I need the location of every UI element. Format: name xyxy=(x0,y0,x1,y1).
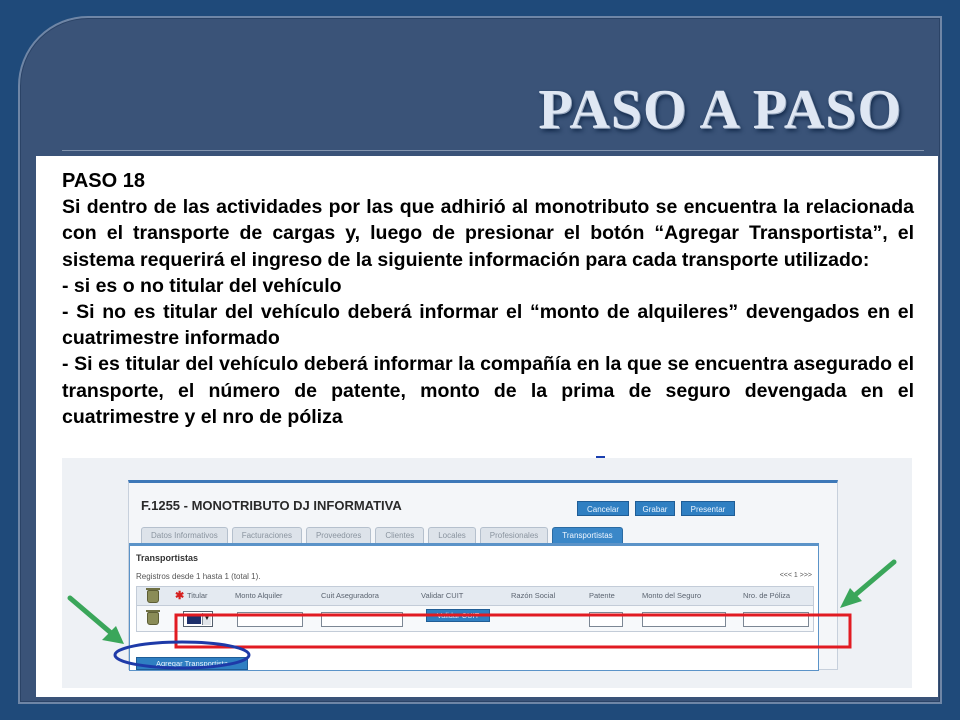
step-paragraph: Si dentro de las actividades por las que adhirió al monotributo se encuentra la relacionada con el transporte de cargas y, luego de presionar el botón “Agregar Transportista”, el sistema requerirá el ingreso de la siguiente información para cada transporte utilizado: xyxy=(62,196,914,271)
validar-cuit-button[interactable]: Validar CUIT xyxy=(426,609,490,622)
monto-alquiler-input[interactable] xyxy=(237,612,303,627)
step-text-block xyxy=(62,168,914,430)
table-row xyxy=(136,606,814,632)
title-divider xyxy=(62,150,924,151)
dropdown-arrow-icon[interactable]: ▼ xyxy=(202,613,211,625)
column-header: Nro. de Póliza xyxy=(743,591,791,600)
step-paragraph: - Si es titular del vehículo deberá informar la compañía en la que se encuentra asegurado el transporte, el número de patente, monto de la prima de seguro devengada en el cuatrimestre y el nro de póliza xyxy=(62,353,914,428)
form-title: F.1255 - MONOTRIBUTO DJ INFORMATIVA xyxy=(141,498,402,513)
form-screenshot xyxy=(62,458,912,688)
column-header: Monto del Seguro xyxy=(642,591,702,600)
content-panel xyxy=(36,156,938,697)
trash-icon[interactable] xyxy=(147,590,159,603)
tab-profesionales[interactable]: Profesionales xyxy=(480,527,548,543)
trash-icon[interactable] xyxy=(147,612,159,625)
slide-title: PASO A PASO xyxy=(538,79,902,141)
patente-input[interactable] xyxy=(589,612,623,627)
transportistas-grid xyxy=(136,586,814,638)
tab-bar xyxy=(141,527,623,543)
grid-header xyxy=(136,586,814,606)
column-header: Patente xyxy=(589,591,615,600)
cuit-aseguradora-input[interactable] xyxy=(321,612,403,627)
section-title: Transportistas xyxy=(136,553,199,563)
monto-seguro-input[interactable] xyxy=(642,612,726,627)
tab-clientes[interactable]: Clientes xyxy=(375,527,424,543)
column-header: Monto Alquiler xyxy=(235,591,283,600)
green-arrow-icon xyxy=(840,562,894,608)
tab-facturaciones[interactable]: Facturaciones xyxy=(232,527,302,543)
step-paragraph: - si es o no titular del vehículo xyxy=(62,274,342,297)
add-transportista-button[interactable]: Agregar Transportista xyxy=(136,657,248,670)
tab-proveedores[interactable]: Proveedores xyxy=(306,527,371,543)
submit-button[interactable]: Presentar xyxy=(681,501,735,516)
column-header: Razón Social xyxy=(511,591,556,600)
column-header: Cuit Aseguradora xyxy=(321,591,379,600)
tab-transportistas[interactable]: Transportistas xyxy=(552,527,622,543)
tab-datos-informativos[interactable]: Datos Informativos xyxy=(141,527,228,543)
nro-poliza-input[interactable] xyxy=(743,612,809,627)
app-window xyxy=(128,480,838,670)
selected-value-swatch xyxy=(187,615,201,624)
column-header: Titular xyxy=(187,591,208,600)
transportistas-panel xyxy=(129,543,819,671)
cancel-button[interactable]: Cancelar xyxy=(577,501,629,516)
step-heading: PASO 18 xyxy=(62,170,145,192)
save-button[interactable]: Grabar xyxy=(635,501,675,516)
step-paragraph: - Si no es titular del vehículo deberá informar el “monto de alquileres” devengados en el cuatrimestre informado xyxy=(62,301,914,350)
column-header: Validar CUIT xyxy=(421,591,464,600)
titular-select[interactable] xyxy=(183,611,213,627)
records-count: Registros desde 1 hasta 1 (total 1). xyxy=(136,572,261,581)
tab-locales[interactable]: Locales xyxy=(428,527,476,543)
step-body xyxy=(62,194,914,430)
green-arrow-icon xyxy=(70,598,124,644)
required-star-icon: ✱ xyxy=(175,590,185,602)
pager[interactable]: <<< 1 >>> xyxy=(779,572,812,579)
